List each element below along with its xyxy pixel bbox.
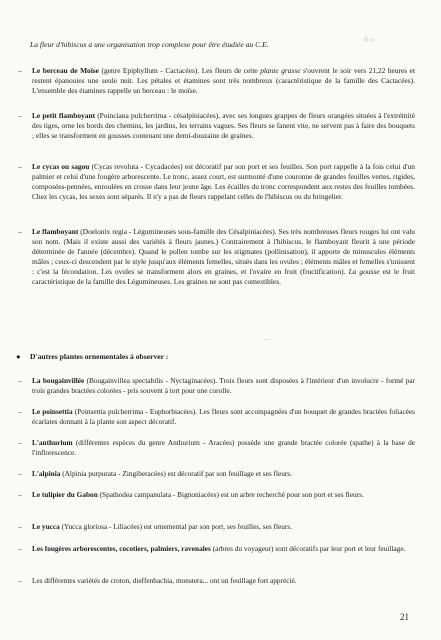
page-number: 21 (400, 612, 409, 622)
bleed-through-mark: — (264, 337, 270, 343)
entry-petit-flamboyant (18, 111, 415, 141)
entry-croton-dieffenbachia-monstera (18, 576, 415, 586)
entry-text: s'ouvrent le soir vers 21,22 heures et restent épanouies une seule nuit. Les pétales et étamines sont très nombreux (caractéristique de la famille des Cactacées). L'ensemble des étamines rappelle un berceau : le moïse. (32, 66, 416, 96)
entry-text: (Poinsettia pulcherrima - Euphorbiacées). Les fleurs sont accompagnées d'un bouquet de grandes bractées foliacées écarlates donnant à la plante son aspect décoratif. (32, 407, 415, 427)
entry-fougeres-arborescentes (18, 544, 415, 554)
entry-name: Les fougères arborescentes, cocotiers, palmiers, ravenales (32, 544, 211, 553)
bleed-through-text: ⁂ ⁎ · (363, 37, 378, 43)
dash-bullet: – (18, 576, 22, 585)
entry-flamboyant (18, 227, 415, 287)
entry-name: L'alpinia (32, 469, 61, 478)
entry-text: (Spathodea campanulata - Bignoniacées) est un arbre recherché pour son port et ses fleurs. (97, 490, 364, 499)
entry-text: (Doelonix regia - Légumineuses sous-famille des Césalpiniacées). Ses très nombreuses fleurs rouges lui ont valu son nom. (Mais il existe aussi des variétés à fleurs jaunes.) Contrairement à l'hibiscus, le flamboyant fleurit à une période déterminée de l'année (décembre). Quand le pollen tombe sur les stigmates (pollinisation), il apporte de minuscules éléments mâles ; ceux-ci descendent par le style jusqu'aux éléments femelles, situés dans les ovules ; éléments mâles et femelles s'unissent : c'est la fécondation. Les ovules se transforment alors en graines, et l'ovaire en fruit (fructification). (32, 227, 415, 277)
entry-text: (Cycas revoluta - Cycadacées) est décoratif par son port et ses feuilles. Son port rappelle à la fois celui d'un palmier et celui d'une fougère arborescente. Le tronc, assez court, est surmonté d'une couronne de grandes feuilles vertes, rigides, composées-pennées, enroulées en crosse dans leur jeune âge. Les écailles du tronc correspondent aux restes des feuilles tombées. Chez les cycas, les sexes sont séparés. Il n'y a pas de fleurs rappelant celles de l'hibiscus ou du bringelier. (32, 162, 415, 202)
entry-text: (arbres du voyageur) sont décoratifs par leur port et leur feuillage. (210, 544, 406, 553)
entry-name: La bougainvillée (32, 376, 85, 385)
dash-bullet: – (18, 111, 22, 120)
dash-bullet: – (18, 162, 22, 171)
section-heading (16, 352, 416, 362)
entry-text: Les différentes variétés de croton, dieffenbachia, monstera... ont un feuillage fort apprécié. (32, 576, 297, 585)
entry-name: Le tulipier du Gabon (32, 490, 98, 499)
entry-poinsettia (18, 407, 415, 427)
dash-bullet: – (18, 376, 22, 385)
dash-bullet: – (18, 438, 22, 447)
entry-yucca (18, 522, 415, 532)
dash-bullet: – (18, 227, 22, 236)
entry-anthurium (18, 438, 415, 458)
entry-text: (genre Epiphyllum - Cactacées). Les fleurs de cette (98, 66, 261, 75)
entry-tulipier-du-gabon (18, 490, 415, 500)
dash-bullet: – (18, 522, 22, 531)
entry-text: (Alpinia purpurata - Zingiberacées) est décoratif par son feuillage et ses fleurs. (60, 469, 292, 478)
entry-name: Le yucca (32, 522, 60, 531)
entry-berceau-de-moise (18, 66, 415, 96)
entry-name: Le cycas ou sagou (32, 162, 90, 171)
entry-text: (Poinciana pulcherrima - césalpiniacées), avec ses longues grappes de fleurs orangées situées à l'extrémité des tiges, orne les bords des chemins, les jardins, les terrains vagues. Ses fleurs se fanent vite, ne servent pas à faire des bouquets ; elles se transforment en gousses contenant une demi-douzaine de graines. (32, 111, 415, 141)
dash-bullet: – (18, 490, 22, 499)
entry-name: Le flamboyant (32, 227, 79, 236)
entry-text-italic: La gousse (348, 267, 380, 277)
entry-text: (différentes espèces du genre Anthurium - Aracées) possède une grande bractée colorée (spathe) à la base de l'inflorescence. (32, 438, 415, 458)
entry-text: (Bougainvillea spectabilis - Nyctaginacées). Trois fleurs sont disposées à l'intérieur d'un involucre - formé par trois grandes bractées colorées - pris souvent à tort pour une corolle. (32, 376, 415, 396)
entry-text-italic: plante grasse (260, 66, 301, 75)
bullet-dot-icon: ● (16, 352, 21, 361)
entry-text: (Yucca gloriosa - Liliacées) est ornemental par son port, ses feuilles, ses fleurs. (59, 522, 292, 531)
entry-name: Le petit flamboyant (32, 111, 96, 120)
dash-bullet: – (18, 66, 22, 75)
dash-bullet: – (18, 544, 22, 553)
entry-name: Le berceau de Moïse (32, 66, 99, 75)
entry-alpinia (18, 469, 415, 479)
entry-bougainvillee (18, 376, 415, 396)
intro-note: La fleur d'hibiscus a une organisation trop complexe pour être étudiée au C.E. (30, 40, 269, 49)
entry-text: est le fruit caractéristique de la famille des Légumineuses. Les graines ne sont pas comestibles. (32, 267, 415, 287)
dash-bullet: – (18, 469, 22, 478)
entry-name: Le poinsettia (32, 407, 73, 416)
dash-bullet: – (18, 407, 22, 416)
entry-name: L'anthurium (32, 438, 73, 447)
section-title: D'autres plantes ornementales à observer : (30, 352, 169, 361)
entry-cycas (18, 162, 415, 202)
